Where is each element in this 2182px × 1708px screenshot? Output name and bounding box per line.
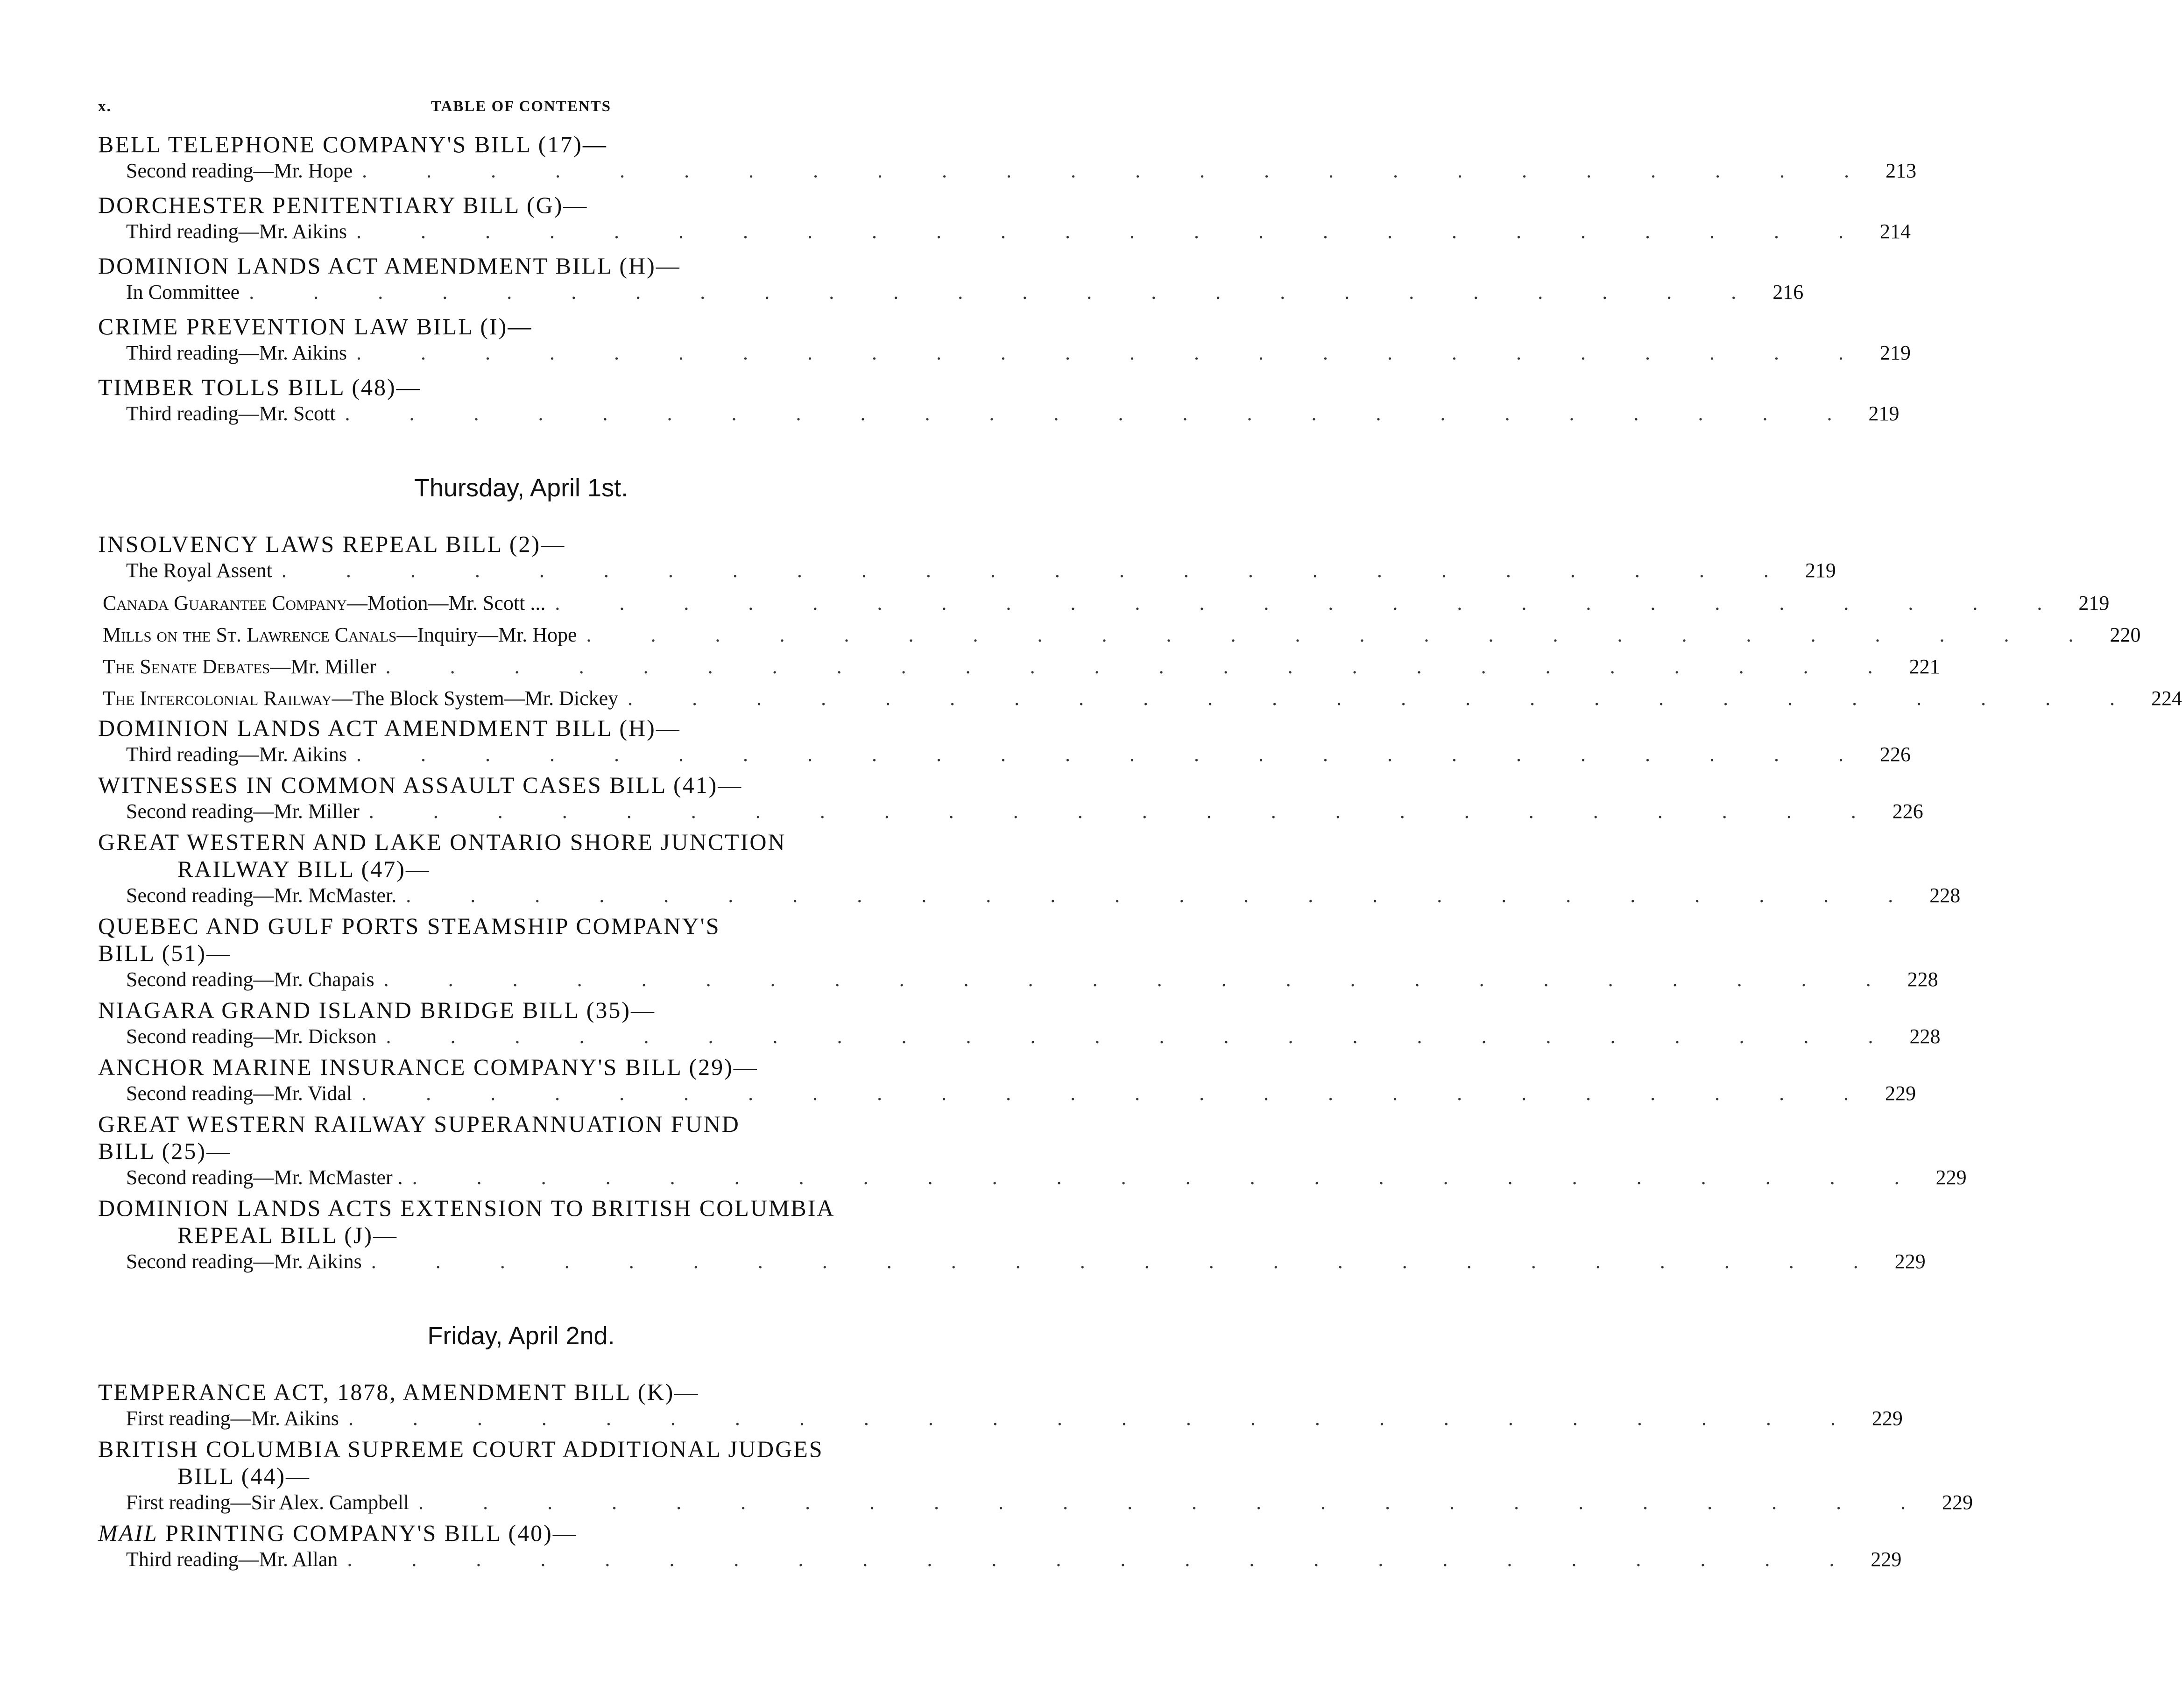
entry-subtitle: Second reading—Mr. Vidal [126, 1082, 353, 1105]
leader-dots: . . . . . . . . . . . . . . . . . . . . . . . . [412, 1166, 1927, 1189]
entry-subline [98, 558, 1836, 584]
line-page-number: 221 [1909, 655, 1940, 678]
entry-heading-text: DOMINION LANDS ACT AMENDMENT BILL (H)— [98, 715, 681, 741]
entry-heading-text: DOMINION LANDS ACTS EXTENSION TO BRITISH COLUMBIA [98, 1195, 835, 1221]
entry-page-number: 226 [1892, 800, 1923, 823]
entry-heading-continuation: BILL (44)— [177, 1463, 311, 1489]
section-friday [98, 1378, 1973, 1573]
entry-heading: TIMBER TOLLS BILL (48)— [98, 374, 421, 400]
entry-heading [98, 828, 944, 882]
entry-subtitle: Second reading—Mr. Aikins [126, 1250, 362, 1273]
line-detail: —Inquiry—Mr. Hope [396, 623, 577, 646]
line-page-number: 224 [2151, 687, 2182, 710]
toc-entry [98, 191, 1911, 245]
leader-dots: . . . . . . . . . . . . . . . . . . . . . . . . [249, 281, 1764, 303]
line-topic: Mills on the St. Lawrence Canals [103, 623, 397, 646]
entry-subtitle: Second reading—Mr. McMaster . [126, 1166, 403, 1189]
page-header [98, 89, 944, 117]
entry-heading-continuation: BILL (25)— [98, 1138, 232, 1164]
entry-subtitle: Third reading—Mr. Aikins [126, 743, 347, 766]
entry-heading: BELL TELEPHONE COMPANY'S BILL (17)— [98, 131, 607, 157]
line-topic: The Senate Debates [103, 655, 270, 678]
entry-heading: INSOLVENCY LAWS REPEAL BILL (2)— [98, 531, 566, 557]
entry-heading-text: TEMPERANCE ACT, 1878, AMENDMENT BILL (K)— [98, 1379, 699, 1405]
entry-page-number: 219 [1805, 559, 1836, 582]
entry-subline [98, 1165, 1967, 1191]
entry-subtitle: Second reading—Mr. Miller [126, 800, 360, 823]
entry-heading-continuation: BILL (51)— [98, 940, 232, 966]
leader-dots: . . . . . . . . . . . . . . . . . . . . . . . . [383, 968, 1898, 991]
entry-heading [98, 1378, 944, 1405]
entry-subline [98, 1489, 1973, 1516]
entry-heading-text: PRINTING COMPANY'S BILL (40)— [158, 1520, 578, 1546]
leader-dots: . . . . . . . . . . . . . . . . . . . . . . . . [586, 623, 2101, 646]
entry-subtitle: Third reading—Mr. Allan [126, 1548, 338, 1571]
entry-subline [98, 1023, 1941, 1050]
entry-subline [98, 882, 1961, 909]
entry-subtitle: First reading—Mr. Aikins [126, 1407, 339, 1430]
section-thursday [98, 530, 2182, 1275]
toc-entry [98, 828, 1961, 909]
leader-dots: . . . . . . . . . . . . . . . . . . . . . . . . [356, 341, 1871, 364]
leader-dots: . . . . . . . . . . . . . . . . . . . . . . . . [385, 655, 1900, 678]
entry-subtitle: Third reading—Mr. Scott [126, 402, 336, 425]
toc-line [98, 651, 1940, 683]
entry-subtitle: Third reading—Mr. Aikins [126, 341, 347, 364]
entry-page-number: 229 [1894, 1250, 1926, 1273]
entry-heading [98, 1053, 944, 1080]
entry-page-number: 229 [1935, 1166, 1967, 1189]
leader-dots: . . . . . . . . . . . . . . . . . . . . . . . . [371, 1250, 1885, 1273]
toc-entry [98, 996, 1941, 1050]
entry-subline [98, 1546, 1902, 1573]
entry-heading-continuation: RAILWAY BILL (47)— [177, 856, 431, 882]
leader-dots: . . . . . . . . . . . . . . . . . . . . . . . . [281, 559, 1796, 582]
leader-dots: . . . . . . . . . . . . . . . . . . . . . . . . [345, 402, 1859, 425]
line-topic: The Intercolonial Railway [103, 687, 332, 710]
leader-dots: . . . . . . . . . . . . . . . . . . . . . . . . [418, 1491, 1933, 1514]
entry-heading [98, 771, 944, 798]
entry-heading-text: WITNESSES IN COMMON ASSAULT CASES BILL (41)— [98, 772, 743, 798]
entry-page-number: 219 [1868, 402, 1900, 425]
entry-page-number: 229 [1871, 1407, 1903, 1430]
entry-subline [98, 798, 1923, 825]
entry-page-number: 216 [1772, 281, 1804, 303]
entry-page-number: 213 [1885, 159, 1917, 182]
entry-heading [98, 912, 944, 967]
entry-subtitle: First reading—Sir Alex. Campbell [126, 1491, 410, 1514]
date-heading-thursday: Thursday, April 1st. [414, 474, 628, 502]
toc-line [98, 587, 2110, 619]
line-page-number: 219 [2078, 592, 2110, 614]
entry-heading-text: ANCHOR MARINE INSURANCE COMPANY'S BILL (29)— [98, 1054, 758, 1080]
toc-entry [98, 714, 1911, 768]
section-untitled [98, 131, 1917, 427]
leader-dots: . . . . . . . . . . . . . . . . . . . . . . . . [555, 592, 2069, 614]
entry-page-number: 219 [1879, 341, 1911, 364]
entry-heading-italic: MAIL [98, 1520, 158, 1546]
entry-heading [98, 1194, 944, 1249]
entry-heading-text: NIAGARA GRAND ISLAND BRIDGE BILL (35)— [98, 997, 656, 1023]
toc-entry [98, 1435, 1973, 1516]
leader-dots: . . . . . . . . . . . . . . . . . . . . . . . . [368, 800, 1883, 823]
entry-page-number: 229 [1871, 1548, 1902, 1571]
entry-heading-continuation: REPEAL BILL (J)— [177, 1222, 398, 1248]
line-page-number: 220 [2110, 623, 2141, 646]
toc-entry [98, 313, 1911, 366]
date-heading-friday: Friday, April 2nd. [427, 1322, 615, 1350]
entry-heading-text: BRITISH COLUMBIA SUPREME COURT ADDITIONAL JUDGES [98, 1436, 824, 1462]
page-title: TABLE OF CONTENTS [431, 98, 612, 115]
entry-subtitle: Second reading—Mr. Hope [126, 159, 353, 182]
line-detail: —Mr. Miller [270, 655, 376, 678]
entry-page-number: 229 [1942, 1491, 1973, 1514]
toc-entry [98, 912, 1938, 993]
entry-heading-text: GREAT WESTERN RAILWAY SUPERANNUATION FUND [98, 1111, 740, 1137]
entry-subline [98, 340, 1911, 366]
entry-subtitle: Third reading—Mr. Aikins [126, 220, 347, 243]
leader-dots: . . . . . . . . . . . . . . . . . . . . . . . . [361, 1082, 1876, 1105]
page-number: x. [98, 98, 112, 115]
leader-dots: . . . . . . . . . . . . . . . . . . . . . . . . [348, 1407, 1863, 1430]
leader-dots: . . . . . . . . . . . . . . . . . . . . . . . . [386, 1025, 1900, 1048]
toc-entry [98, 131, 1917, 184]
entry-heading: DORCHESTER PENITENTIARY BILL (G)— [98, 192, 588, 218]
entry-page-number: 228 [1929, 884, 1961, 907]
entry-subtitle: Second reading—Mr. Chapais [126, 968, 374, 991]
toc-entry [98, 1194, 1926, 1275]
toc-entry [98, 374, 1900, 427]
entry-subtitle: Second reading—Mr. McMaster. [126, 884, 397, 907]
line-detail: —The Block System—Mr. Dickey [332, 687, 619, 710]
entry-heading [98, 1519, 944, 1546]
toc-entry [98, 1378, 1903, 1432]
line-topic: Canada Guarantee Company [103, 592, 347, 614]
leader-dots: . . . . . . . . . . . . . . . . . . . . . . . . [356, 743, 1871, 766]
line-detail: —Motion—Mr. Scott ... [346, 592, 546, 614]
entry-page-number: 229 [1885, 1082, 1916, 1105]
entry-subline [98, 1080, 1916, 1107]
entry-heading [98, 1110, 944, 1165]
entry-subline [98, 741, 1911, 768]
toc-entry [98, 530, 1836, 584]
entry-page-number: 214 [1879, 220, 1911, 243]
entry-heading [98, 714, 944, 741]
entry-subline [98, 1405, 1903, 1432]
entry-subline [98, 279, 1804, 305]
entry-subline [98, 967, 1938, 993]
entry-subtitle: In Committee [126, 281, 240, 303]
entry-heading [98, 996, 944, 1023]
leader-dots: . . . . . . . . . . . . . . . . . . . . . . . . [356, 220, 1871, 243]
entry-heading: CRIME PREVENTION LAW BILL (I)— [98, 313, 533, 339]
toc-line [98, 619, 2141, 651]
toc-line [98, 683, 2182, 714]
entry-subtitle: Second reading—Mr. Dickson [126, 1025, 377, 1048]
entry-subline [98, 401, 1900, 427]
toc-entry [98, 1110, 1967, 1191]
entry-subline [98, 158, 1917, 184]
entry-heading: DOMINION LANDS ACT AMENDMENT BILL (H)— [98, 253, 681, 279]
entry-heading [98, 1435, 944, 1489]
entry-heading-text: GREAT WESTERN AND LAKE ONTARIO SHORE JUNCTION [98, 829, 786, 855]
toc-entry [98, 771, 1923, 825]
entry-subtitle: The Royal Assent [126, 559, 272, 582]
entry-subline [98, 1249, 1926, 1275]
toc-entry [98, 1053, 1916, 1107]
leader-dots: . . . . . . . . . . . . . . . . . . . . . . . . [347, 1548, 1862, 1571]
toc-entry [98, 252, 1804, 305]
leader-dots: . . . . . . . . . . . . . . . . . . . . . . . . [406, 884, 1921, 907]
entry-page-number: 228 [1907, 968, 1938, 991]
leader-dots: . . . . . . . . . . . . . . . . . . . . . . . . [628, 687, 2142, 710]
leader-dots: . . . . . . . . . . . . . . . . . . . . . . . . [362, 159, 1877, 182]
toc-entry [98, 1519, 1902, 1573]
entry-subline [98, 219, 1911, 245]
entry-page-number: 226 [1879, 743, 1911, 766]
entry-page-number: 228 [1909, 1025, 1941, 1048]
entry-heading-text: QUEBEC AND GULF PORTS STEAMSHIP COMPANY'S [98, 913, 720, 939]
